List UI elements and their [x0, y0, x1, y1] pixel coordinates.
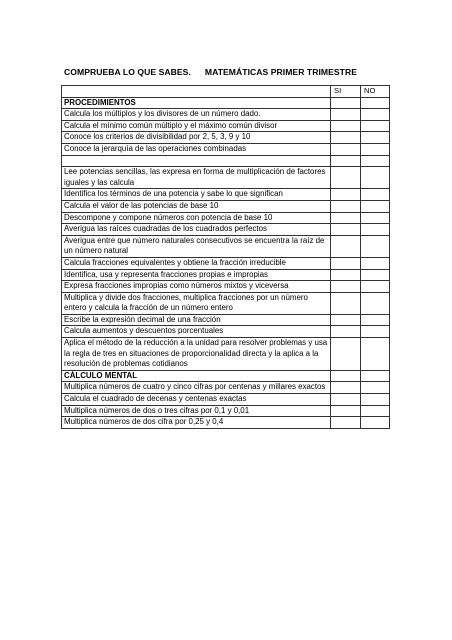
- section-label-calculo-mental: CÁLCULO MENTAL: [62, 370, 331, 382]
- blank-cell: [62, 155, 331, 167]
- criterion-text: Aplica el método de la reducción a la unidad para resolver problemas y usa la regla de tres en situaciones de proporcionalidad directa y la aplica a la resolución de problemas cotidianos: [62, 338, 331, 371]
- no-cell: [361, 382, 390, 394]
- no-cell: [361, 326, 390, 338]
- criterion-text: Escribe la expresión decimal de una fracción: [62, 314, 331, 326]
- criterion-text: Identifica, usa y representa fracciones propias e impropias: [62, 269, 331, 281]
- criterion-text: Multiplica números de cuatro y cinco cifras por centenas y millares exactos: [62, 382, 331, 394]
- si-cell: [331, 212, 361, 224]
- si-cell: [331, 405, 361, 417]
- no-cell: [361, 370, 390, 382]
- si-cell: [331, 224, 361, 236]
- si-cell: [331, 326, 361, 338]
- si-cell: [331, 269, 361, 281]
- si-cell: [331, 189, 361, 201]
- no-cell: [361, 132, 390, 144]
- table-row: [62, 382, 390, 394]
- si-cell: [331, 382, 361, 394]
- si-cell: [331, 167, 361, 189]
- criterion-text: Calcula aumentos y descuentos porcentuales: [62, 326, 331, 338]
- section-row-calculo-mental: [62, 370, 390, 382]
- criterion-text: Calcula el valor de las potencias de base 10: [62, 200, 331, 212]
- si-cell: [331, 120, 361, 132]
- no-cell: [361, 212, 390, 224]
- col-header-no: NO: [361, 86, 390, 98]
- section-label-procedimientos: PROCEDIMIENTOS: [62, 97, 331, 109]
- si-cell: [331, 200, 361, 212]
- no-cell: [361, 189, 390, 201]
- criterion-text: Conoce la jerarquía de las operaciones combinadas: [62, 143, 331, 155]
- no-cell: [361, 417, 390, 429]
- si-cell: [331, 235, 361, 257]
- table-row: [62, 405, 390, 417]
- criterion-text: Multiplica números de dos o tres cifras por 0,1 y 0,01: [62, 405, 331, 417]
- no-cell: [361, 109, 390, 121]
- no-cell: [361, 120, 390, 132]
- no-cell: [361, 338, 390, 371]
- criterion-text: Identifica los términos de una potencia y sabe lo que significan: [62, 189, 331, 201]
- table-row: [62, 189, 390, 201]
- table-row: [62, 417, 390, 429]
- si-cell: [331, 155, 361, 167]
- section-row-procedimientos: [62, 97, 390, 109]
- header-empty-cell: [62, 86, 331, 98]
- document-title: [64, 67, 357, 77]
- no-cell: [361, 281, 390, 293]
- si-cell: [331, 257, 361, 269]
- table-row: [62, 212, 390, 224]
- title-left: COMPRUEBA LO QUE SABES.: [64, 67, 191, 77]
- criterion-text: Calcula el cuadrado de decenas y centenas exactas: [62, 394, 331, 406]
- no-cell: [361, 314, 390, 326]
- criterion-text: Descompone y compone números con potencia de base 10: [62, 212, 331, 224]
- table-row: [62, 269, 390, 281]
- si-cell: [331, 281, 361, 293]
- si-cell: [331, 394, 361, 406]
- table-row: [62, 224, 390, 236]
- si-cell: [331, 338, 361, 371]
- criterion-text: Conoce los criterios de divisibilidad por 2, 5, 3, 9 y 10: [62, 132, 331, 144]
- criterion-text: Calcula los múltiplos y los divisores de un número dado.: [62, 109, 331, 121]
- criterion-text: Averigua entre que número naturales consecutivos se encuentra la raíz de un número natural: [62, 235, 331, 257]
- criterion-text: Multiplica y divide dos fracciones, multiplica fracciones por un número entero y calcula la fracción de un número entero: [62, 292, 331, 314]
- no-cell: [361, 200, 390, 212]
- si-cell: [331, 97, 361, 109]
- no-cell: [361, 257, 390, 269]
- si-cell: [331, 314, 361, 326]
- table-header-row: [62, 86, 390, 98]
- criterion-text: Calcula el mínimo común múltiplo y el máximo común divisor: [62, 120, 331, 132]
- no-cell: [361, 167, 390, 189]
- table-row: [62, 120, 390, 132]
- si-cell: [331, 417, 361, 429]
- si-cell: [331, 109, 361, 121]
- table-row: [62, 326, 390, 338]
- table-row: [62, 338, 390, 371]
- table-row: [62, 394, 390, 406]
- table-row: [62, 200, 390, 212]
- table-row: [62, 132, 390, 144]
- table-row: [62, 314, 390, 326]
- no-cell: [361, 97, 390, 109]
- table-row: [62, 235, 390, 257]
- table-row: [62, 167, 390, 189]
- table-row: [62, 281, 390, 293]
- no-cell: [361, 143, 390, 155]
- no-cell: [361, 155, 390, 167]
- checklist-table: [61, 85, 390, 429]
- col-header-si: SI: [331, 86, 361, 98]
- no-cell: [361, 224, 390, 236]
- no-cell: [361, 394, 390, 406]
- no-cell: [361, 405, 390, 417]
- no-cell: [361, 235, 390, 257]
- si-cell: [331, 143, 361, 155]
- criterion-text: Calcula fracciones equivalentes y obtiene la fracción irreducible: [62, 257, 331, 269]
- table-row: [62, 109, 390, 121]
- no-cell: [361, 269, 390, 281]
- table-row: [62, 292, 390, 314]
- blank-row: [62, 155, 390, 167]
- criterion-text: Expresa fracciones impropias como números mixtos y viceversa: [62, 281, 331, 293]
- si-cell: [331, 370, 361, 382]
- si-cell: [331, 132, 361, 144]
- criterion-text: Multiplica números de dos cifra por 0,25 y 0,4: [62, 417, 331, 429]
- si-cell: [331, 292, 361, 314]
- title-right: MATEMÁTICAS PRIMER TRIMESTRE: [204, 67, 357, 77]
- criterion-text: Averigua las raíces cuadradas de los cuadrados perfectos: [62, 224, 331, 236]
- table-row: [62, 257, 390, 269]
- table-row: [62, 143, 390, 155]
- criterion-text: Lee potencias sencillas, las expresa en forma de multiplicación de factores iguales y las calcula: [62, 167, 331, 189]
- no-cell: [361, 292, 390, 314]
